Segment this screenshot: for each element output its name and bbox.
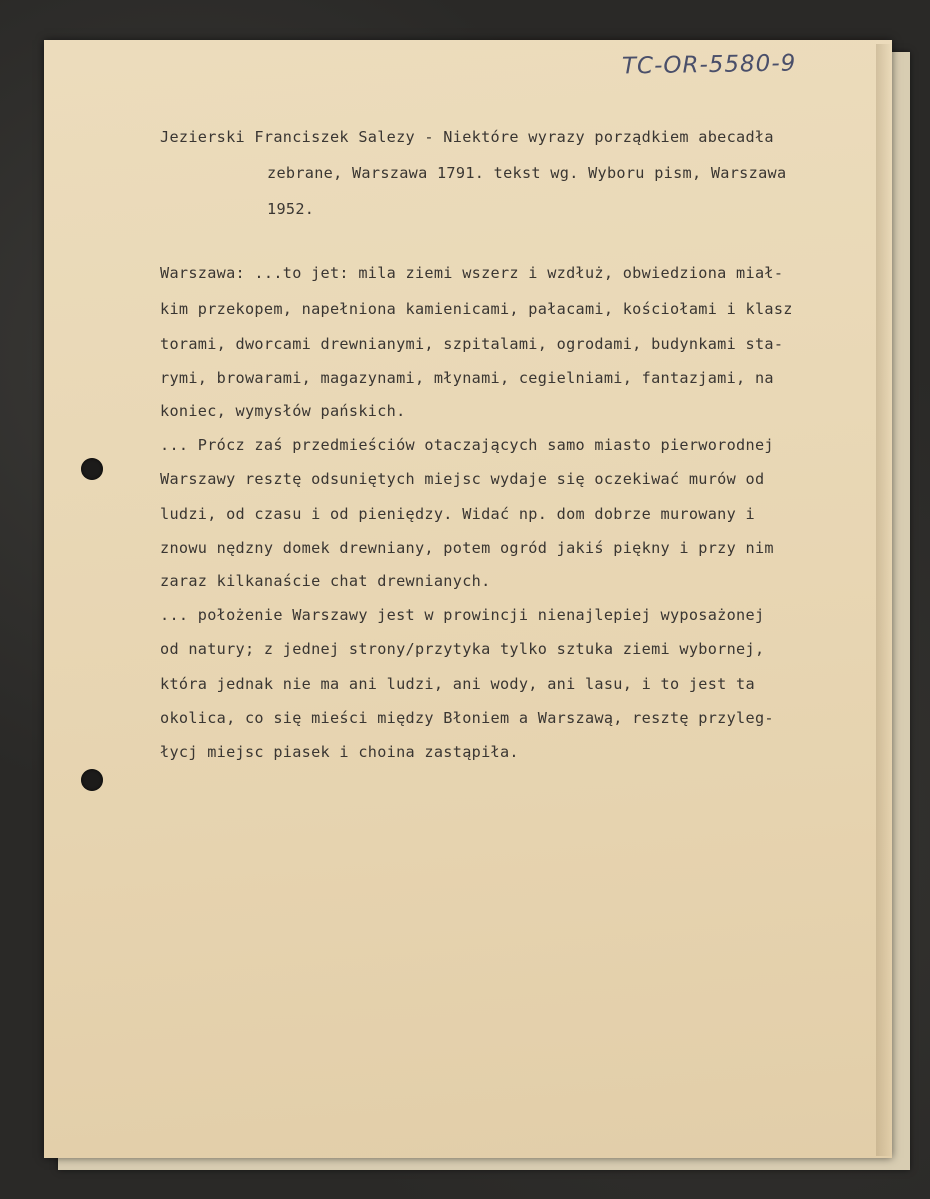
document-page [44, 40, 892, 1158]
body-line: kim przekopem, napełniona kamienicami, pałacami, kościołami i klasz [160, 300, 793, 318]
header-line: 1952. [267, 200, 315, 218]
body-line: znowu nędzny domek drewniany, potem ogród jakiś piękny i przy nim [160, 539, 774, 557]
body-line: koniec, wymysłów pańskich. [160, 402, 406, 420]
body-line: okolica, co się mieści między Błoniem a Warszawą, resztę przyleg- [160, 709, 774, 727]
punch-hole-bottom [81, 769, 103, 791]
body-line: łycj miejsc piasek i choina zastąpiła. [160, 743, 519, 761]
body-line: która jednak nie ma ani ludzi, ani wody, ani lasu, i to jest ta [160, 675, 755, 693]
header-line: zebrane, Warszawa 1791. tekst wg. Wyboru pism, Warszawa [267, 164, 787, 182]
body-line: zaraz kilkanaście chat drewnianych. [160, 572, 491, 590]
body-line: ... Prócz zaś przedmieściów otaczających samo miasto pierworodnej [160, 436, 774, 454]
body-line: Warszawa: ...to jet: mila ziemi wszerz i wzdłuż, obwiedziona miał- [160, 264, 784, 282]
page-edge-shadow [876, 44, 892, 1156]
body-line: od natury; z jednej strony/przytyka tylko sztuka ziemi wybornej, [160, 640, 765, 658]
body-line: rymi, browarami, magazynami, młynami, cegielniami, fantazjami, na [160, 369, 774, 387]
body-line: Warszawy resztę odsuniętych miejsc wydaje się oczekiwać murów od [160, 470, 765, 488]
body-line: torami, dworcami drewnianymi, szpitalami, ogrodami, budynkami sta- [160, 335, 784, 353]
body-line: ludzi, od czasu i od pieniędzy. Widać np. dom dobrze murowany i [160, 505, 755, 523]
punch-hole-top [81, 458, 103, 480]
reference-code: TC-OR-5580-9 [621, 50, 797, 80]
body-line: ... położenie Warszawy jest w prowincji nienajlepiej wyposażonej [160, 606, 765, 624]
header-line: Jezierski Franciszek Salezy - Niektóre wyrazy porządkiem abecadła [160, 128, 774, 146]
